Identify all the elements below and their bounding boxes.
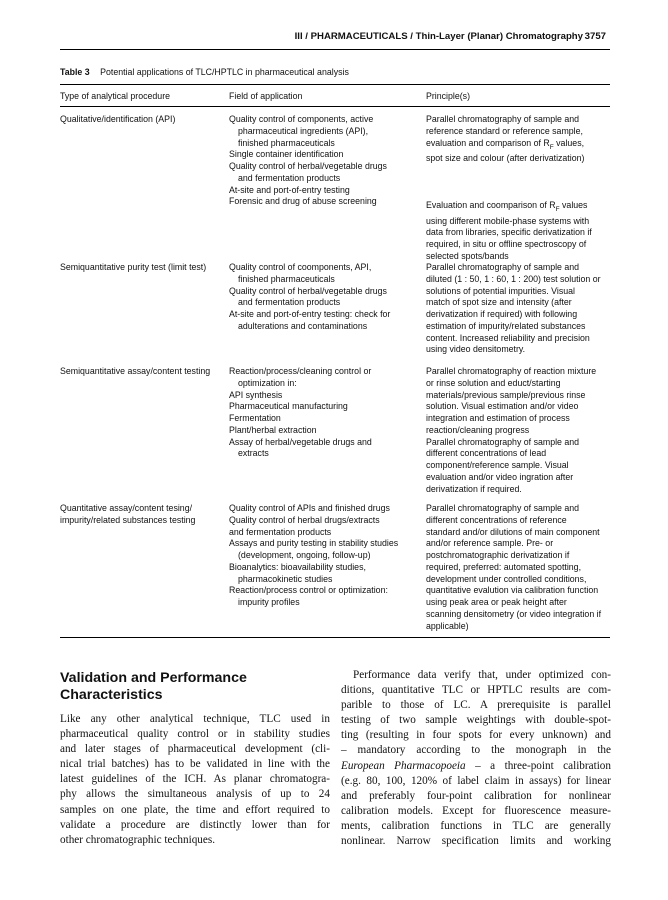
body-text-line: validate a procedure are distinctly lower than for <box>60 818 330 831</box>
cell-line: solution. Visual estimation and/or video <box>426 401 579 412</box>
cell-line: scanning densitometry (or video integration if <box>426 608 602 619</box>
cell-line: Quality control of components, active <box>229 114 374 124</box>
cell-procedure-type <box>60 366 228 378</box>
cell-line: data from libraries, specific derivatization if <box>426 227 592 238</box>
table-top-rule <box>60 84 610 85</box>
body-text-line: calibration models. Except for fluorescence measure- <box>341 804 611 817</box>
cell-line: pharmacokinetic studies <box>238 573 333 584</box>
running-header-title: III / PHARMACEUTICALS / Thin-Layer (Planar) Chromatography <box>294 31 583 42</box>
cell-line: Semiquantitative assay/content testing <box>60 366 211 376</box>
cell-line: optimization in: <box>238 377 297 388</box>
cell-line: Bioanalytics: bioavailability studies, <box>229 561 366 572</box>
cell-line: pharmaceutical ingredients (API), <box>238 125 369 136</box>
body-text-line: Like any other analytical technique, TLC used in <box>60 713 330 725</box>
body-text-line: latest guidelines of the ICH. As planar chromatogra- <box>60 773 330 786</box>
column-header-principle: Principle(s) <box>426 91 470 101</box>
cell-procedure-type <box>60 114 228 126</box>
cell-line: using different mobile-phase systems with <box>426 215 590 226</box>
column-header-type: Type of analytical procedure <box>60 91 171 101</box>
cell-line: Pharmaceutical manufacturing <box>229 401 348 412</box>
header-rule <box>60 49 610 50</box>
cell-line: reference standard or reference sample, <box>426 125 583 136</box>
cell-line: diluted (1 : 50, 1 : 60, 1 : 200) test solution or <box>426 273 601 284</box>
cell-line: match of spot size and intensity (after <box>426 297 572 308</box>
cell-line: different concentrations of reference <box>426 514 567 525</box>
cell-line: component/reference sample. Visual <box>426 460 569 470</box>
cell-line: API synthesis <box>229 389 283 400</box>
cell-line: Parallel chromatography of sample and <box>426 436 580 447</box>
table-caption-label: Table 3 <box>60 67 90 77</box>
cell-line: evaluation and/or video ingration after <box>426 471 574 482</box>
body-text-line: ditions, quantitative TLC or HPTLC results are com- <box>341 684 611 697</box>
body-text-line: Performance data verify that, under optimized con- <box>353 669 611 681</box>
cell-principle <box>426 262 612 356</box>
cell-line: content. Increased reliability and precision <box>426 332 590 343</box>
page-number: 3757 <box>584 31 606 42</box>
cell-line: Semiquantitative purity test (limit test) <box>60 262 207 272</box>
cell-procedure-type <box>60 262 228 274</box>
cell-line: finished pharmaceuticals <box>238 137 335 148</box>
cell-line: postchromatographic derivatization if <box>426 550 570 560</box>
cell-line: impurity/related substances testing <box>60 514 196 525</box>
cell-field-of-application <box>229 262 419 333</box>
cell-line: estimation of impurity/related substances <box>426 320 586 331</box>
cell-line: Quality control of APIs and finished drugs <box>229 503 390 513</box>
cell-line: required, in situ or offline spectroscopy of <box>426 239 587 249</box>
cell-line: Parallel chromatography of reaction mixture <box>426 366 597 376</box>
cell-spacer <box>426 177 612 189</box>
cell-line: (development, ongoing, follow-up) <box>238 550 371 560</box>
cell-spacer <box>426 165 612 177</box>
body-text-line: ments, calibration functions in TLC are generally <box>341 819 611 832</box>
cell-line: materials/previous sample/previous rinse <box>426 389 586 400</box>
cell-line: different concentrations of lead <box>426 448 547 459</box>
cell-line: integration and estimation of process <box>426 413 570 423</box>
cell-line: using video densitometry. <box>426 344 526 355</box>
running-header <box>0 31 668 45</box>
body-text-line: nonlinear. Narrow specification limits and working <box>341 835 611 848</box>
cell-line: Quality control of herbal drugs/extracts <box>229 514 380 525</box>
table-bottom-rule <box>60 637 610 638</box>
cell-line: and fermentation products <box>238 297 341 308</box>
body-text-line: phy allows the simultaneous analysis of up to 24 <box>60 788 330 801</box>
body-text-line: – mandatory according to the monograph in the <box>341 744 611 757</box>
cell-line: or rinse solution and educt/starting <box>426 377 561 388</box>
cell-principle <box>426 114 612 263</box>
table-header-rule <box>60 106 610 107</box>
cell-line: Parallel chromatography of sample and <box>426 262 580 272</box>
table-caption-text: Potential applications of TLC/HPTLC in pharmaceutical analysis <box>100 67 349 77</box>
cell-principle <box>426 503 612 632</box>
cell-line: Quality control of herbal/vegetable drugs <box>229 161 387 171</box>
cell-line: Evaluation and coomparison of $R_F$ values <box>426 200 588 213</box>
cell-line: applicable) <box>426 620 469 631</box>
column-header-field: Field of application <box>229 91 303 101</box>
cell-field-of-application <box>229 366 419 460</box>
body-text-line: and preferably four-point calibration for nonlinear <box>341 789 611 802</box>
cell-line: finished pharmaceuticals <box>238 273 335 284</box>
body-right-column <box>341 668 611 849</box>
cell-line: and fermentation products <box>238 172 341 183</box>
cell-line: Reaction/process/cleaning control or <box>229 366 372 376</box>
cell-line: Assay of herbal/vegetable drugs and <box>229 436 372 447</box>
cell-line: adulterations and contaminations <box>238 320 368 331</box>
section-heading-line: Characteristics <box>60 687 163 703</box>
cell-line: required, preferred: automated spotting, <box>426 561 582 572</box>
body-text-line: nical trial batches) has to be validated in line with the <box>60 758 330 771</box>
body-text-line: other chromatographic techniques. <box>60 833 216 846</box>
cell-procedure-type <box>60 503 228 527</box>
cell-line: Quality control of coomponents, API, <box>229 262 372 272</box>
body-left-column <box>60 712 330 848</box>
section-heading-line: Validation and Performance <box>60 670 247 686</box>
cell-line: Qualitative/identification (API) <box>60 114 176 124</box>
cell-line: and fermentation products <box>229 526 332 537</box>
body-text-line: samples on one plate, the time and effort required to <box>60 803 330 816</box>
cell-line: Quantitative assay/content tesing/ <box>60 503 193 513</box>
body-text-line: parible to those of LC. A prerequisite is parallel <box>341 699 611 712</box>
cell-line: evaluation and comparison of $R_F$ values, <box>426 137 585 151</box>
cell-principle <box>426 366 612 495</box>
cell-line: spot size and colour (after derivatization) <box>426 153 585 163</box>
cell-line: Parallel chromatography of sample and <box>426 114 580 124</box>
cell-line: Reaction/process control or optimization: <box>229 585 388 596</box>
cell-line: quantitative evalution via calibration function <box>426 585 599 596</box>
cell-line: Fermentation <box>229 413 281 423</box>
cell-line: At-site and port-of-entry testing <box>229 184 350 195</box>
body-text-line: European Pharmacopoeia – a three-point calibration <box>341 759 611 772</box>
cell-line: Single container identification <box>229 149 344 160</box>
cell-line: At-site and port-of-entry testing: check for <box>229 309 391 319</box>
body-text-line: and later stages of pharmaceutical development (cli- <box>60 743 330 756</box>
cell-line: Parallel chromatography of sample and <box>426 503 580 513</box>
cell-line: Assays and purity testing in stability studies <box>229 538 399 549</box>
cell-line: reaction/cleaning progress <box>426 424 530 435</box>
cell-line: solutions of potential impurities. Visual <box>426 285 575 296</box>
cell-field-of-application <box>229 114 419 208</box>
cell-line: selected spots/bands <box>426 250 509 261</box>
cell-field-of-application <box>229 503 419 609</box>
cell-line: Plant/herbal extraction <box>229 424 317 435</box>
cell-line: impurity profiles <box>238 597 300 607</box>
cell-line: extracts <box>238 448 269 459</box>
cell-spacer <box>426 188 612 200</box>
cell-line: and/or reference sample. Pre- or <box>426 538 554 549</box>
body-text-line: (e.g. 80, 100, 120% of label claim in assays) for linear <box>341 774 611 787</box>
cell-line: Forensic and drug of abuse screening <box>229 196 377 207</box>
body-text-line: ting (resulting in four spots for every unknown) and <box>341 729 611 742</box>
cell-line: derivatization if required) with following <box>426 309 578 319</box>
table-caption <box>60 67 349 77</box>
cell-line: using peak area or peak height after <box>426 597 567 607</box>
cell-line: development under controlled conditions, <box>426 573 587 584</box>
body-text-line: pharmaceutical quality control or in stability studies <box>60 728 330 741</box>
cell-line: Quality control of herbal/vegetable drugs <box>229 285 387 296</box>
cell-line: derivatization if required. <box>426 483 522 494</box>
body-text-line: testing of two sample weightings with double-spot- <box>341 714 611 727</box>
cell-line: standard and/or dilutions of main component <box>426 526 600 537</box>
section-heading <box>60 670 330 704</box>
